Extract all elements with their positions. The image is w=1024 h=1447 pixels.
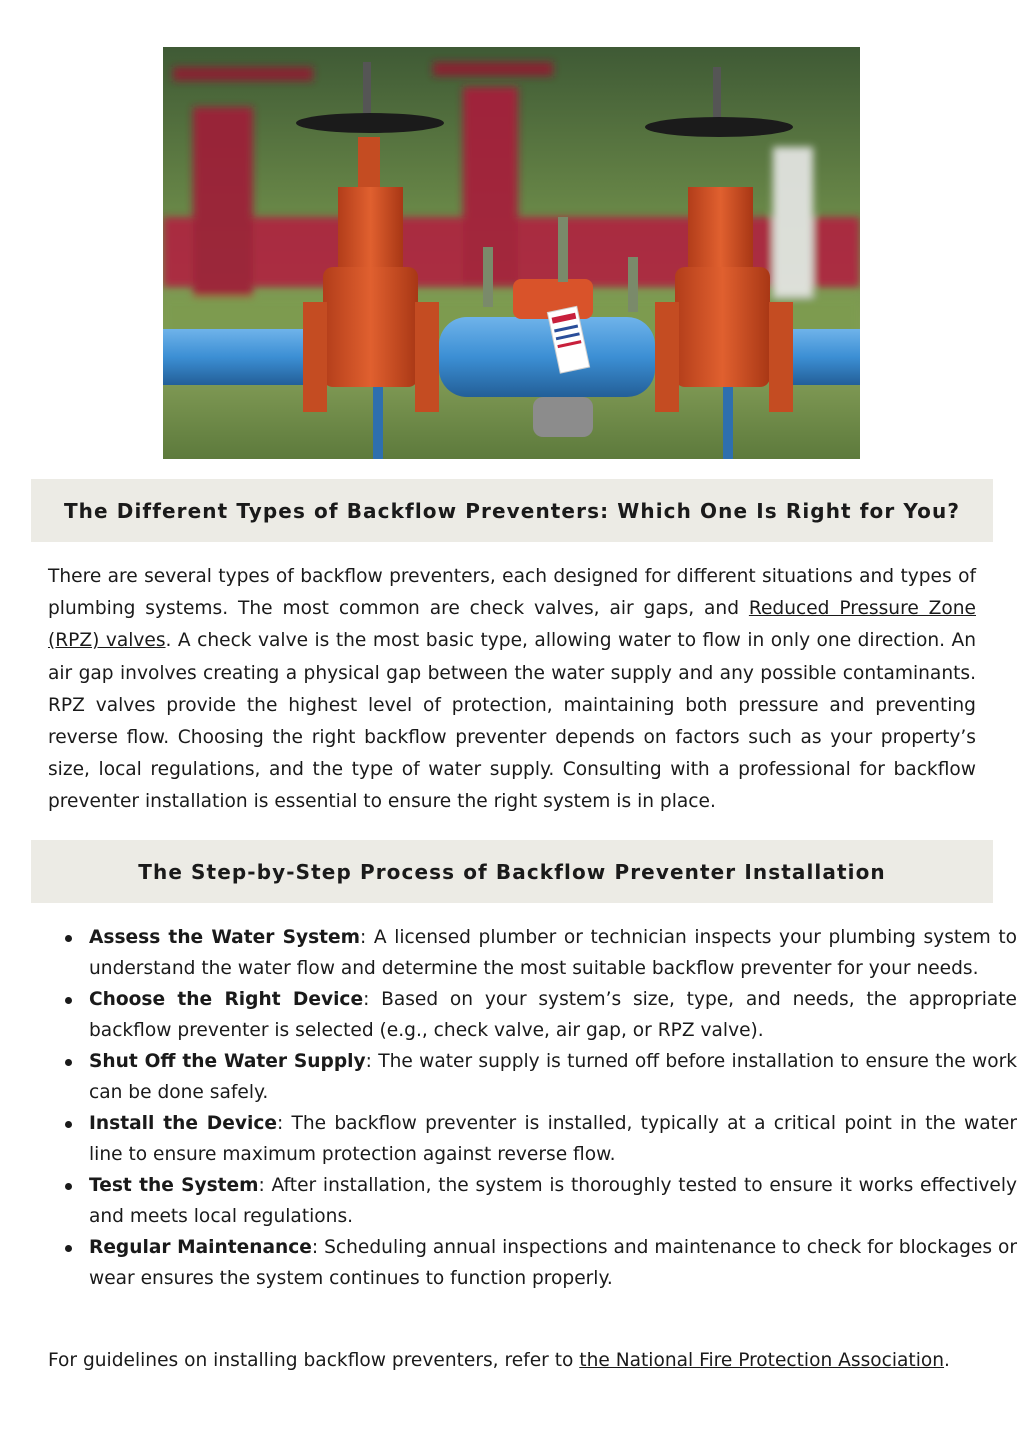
backflow-preventer-photo [163, 47, 860, 459]
step-text: : A licensed plumber or technician inspects your plumbing system to understand the water flow and determine the most suitable backflow preventer for your needs. [89, 927, 1017, 979]
list-item [89, 984, 1017, 1046]
section-heading-process: The Step-by-Step Process of Backflow Preventer Installation [138, 859, 886, 884]
step-title: Install the Device [89, 1113, 277, 1134]
types-text-2: . A check valve is the most basic type, allowing water to flow in only one direction. An air gap involves creating a physical gap between the water supply and any possible contaminants. RPZ valves provide the highest level of protection, maintaining both pressure and preventing reverse flow. Choosing the right backflow preventer depends on factors such as your property’s size, local regulations, and the type of water supply. Consulting with a professional for backflow preventer installation is essential to ensure the right system is in place. [48, 630, 976, 813]
list-item [89, 1232, 1017, 1294]
list-item [89, 1046, 1017, 1108]
types-text-1: There are several types of backflow preventers, each designed for different situations and types of plumbing systems. The most common are check valves, air gaps, and [48, 566, 976, 620]
step-title: Shut Off the Water Supply [89, 1051, 366, 1072]
step-text: : After installation, the system is thoroughly tested to ensure it works effectively and meets local regulations. [89, 1175, 1017, 1227]
list-item [89, 1170, 1017, 1232]
step-title: Choose the Right Device [89, 989, 364, 1010]
installation-steps-list [48, 922, 1017, 1294]
step-title: Assess the Water System [89, 927, 361, 948]
step-text: : The backflow preventer is installed, typically at a critical point in the water line to ensure maximum protection against reverse flow. [89, 1113, 1017, 1165]
step-title: Test the System [89, 1175, 259, 1196]
footer-paragraph [48, 1346, 988, 1376]
footer-text-1: For guidelines on installing backflow preventers, refer to [48, 1350, 580, 1371]
rpz-valves-link[interactable]: Reduced Pressure Zone (RPZ) valves [48, 598, 976, 652]
footer-text-2: . [944, 1350, 950, 1371]
section-banner-process [31, 840, 993, 903]
step-text: : Based on your system’s size, type, and needs, the appropriate backflow preventer is selected (e.g., check valve, air gap, or RPZ valve). [89, 989, 1017, 1041]
section-banner-types [31, 479, 993, 542]
list-item [89, 1108, 1017, 1170]
section-heading-types: The Different Types of Backflow Preventers: Which One Is Right for You? [63, 498, 961, 523]
hero-image [163, 47, 860, 459]
step-text: : Scheduling annual inspections and maintenance to check for blockages or wear ensures the system continues to function properly. [89, 1237, 1018, 1289]
types-paragraph [48, 561, 976, 819]
nfpa-link[interactable]: the National Fire Protection Association [579, 1350, 945, 1371]
step-text: : The water supply is turned off before installation to ensure the work can be done safely. [89, 1051, 1017, 1103]
list-item [89, 922, 1017, 984]
step-title: Regular Maintenance [89, 1237, 312, 1258]
